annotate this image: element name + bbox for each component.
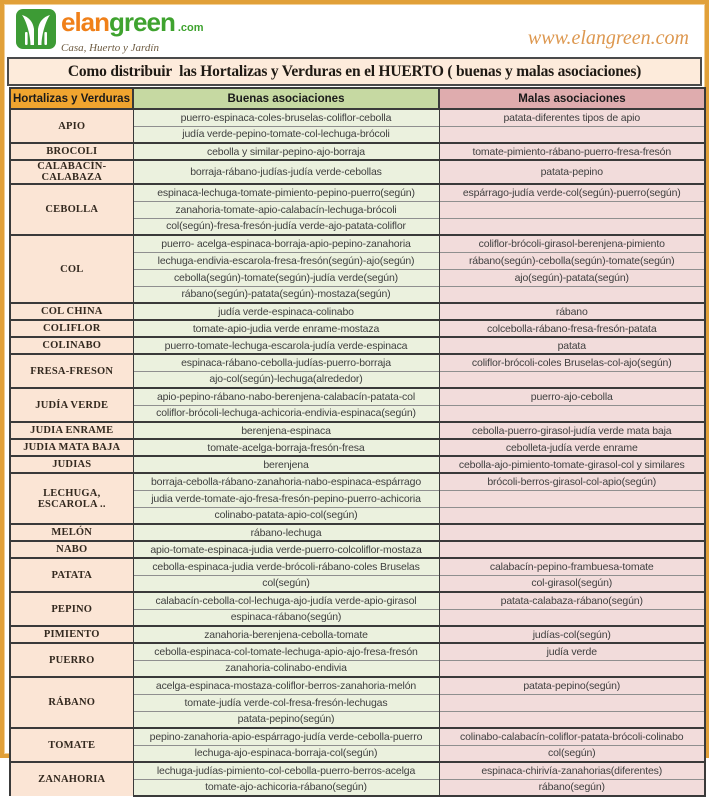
- vegetable-label: PEPINO: [10, 592, 133, 626]
- table-row: [10, 184, 705, 201]
- bad-associations-cell: [439, 609, 705, 626]
- vegetable-label: NABO: [10, 541, 133, 558]
- table-row: [10, 422, 705, 439]
- good-associations-cell: col(según): [133, 575, 439, 592]
- good-associations-cell: zanahoria-tomate-apio-calabacín-lechuga-brócoli: [133, 201, 439, 218]
- good-associations-cell: berenjena: [133, 456, 439, 473]
- good-associations-cell: ajo-col(según)-lechuga(alrededor): [133, 371, 439, 388]
- brand-green: green: [109, 7, 175, 37]
- good-associations-cell: col(según)-fresa-fresón-judía verde-ajo-patata-coliflor: [133, 218, 439, 235]
- good-associations-cell: puerro- acelga-espinaca-borraja-apio-pepino-zanahoria: [133, 235, 439, 252]
- table-row: [10, 388, 705, 405]
- bad-associations-cell: ajo(según)-patata(según): [439, 269, 705, 286]
- vegetable-label: TOMATE: [10, 728, 133, 762]
- good-associations-cell: rábano(según)-patata(según)-mostaza(según): [133, 286, 439, 303]
- table-row: [10, 762, 705, 779]
- bad-associations-cell: [439, 694, 705, 711]
- table-row: [10, 320, 705, 337]
- bad-associations-cell: espárrago-judía verde-col(según)-puerro(según): [439, 184, 705, 201]
- good-associations-cell: pepino-zanahoria-apio-espárrago-judía verde-cebolla-puerro: [133, 728, 439, 745]
- bad-associations-cell: colinabo-calabacín-coliflor-patata-brócoli-colinabo: [439, 728, 705, 745]
- good-associations-cell: tomate-acelga-borraja-fresón-fresa: [133, 439, 439, 456]
- good-associations-cell: espinaca-rábano-cebolla-judías-puerro-borraja: [133, 354, 439, 371]
- bad-associations-cell: brócoli-berros-girasol-col-apio(según): [439, 473, 705, 490]
- good-associations-cell: patata-pepino(según): [133, 711, 439, 728]
- table-row: [10, 354, 705, 371]
- header-bar: [4, 4, 705, 56]
- bad-associations-cell: [439, 541, 705, 558]
- bad-associations-cell: [439, 371, 705, 388]
- bad-associations-cell: coliflor-brócoli-coles Bruselas-col-ajo(según): [439, 354, 705, 371]
- good-associations-cell: lechuga-endivia-escarola-fresa-fresón(según)-ajo(según): [133, 252, 439, 269]
- bad-associations-cell: cebolla-puerro-girasol-judía verde mata baja: [439, 422, 705, 439]
- logo: [16, 9, 204, 54]
- bad-associations-cell: cebolleta-judía verde enrame: [439, 439, 705, 456]
- vegetable-label: COL CHINA: [10, 303, 133, 320]
- bad-associations-cell: [439, 660, 705, 677]
- good-associations-cell: apio-pepino-rábano-nabo-berenjena-calabacín-patata-col: [133, 388, 439, 405]
- table-row: [10, 439, 705, 456]
- good-associations-cell: rábano-lechuga: [133, 524, 439, 541]
- vegetable-label: RÁBANO: [10, 677, 133, 728]
- good-associations-cell: tomate-judía verde-col-fresa-fresón-lechugas: [133, 694, 439, 711]
- vegetable-label: MELÓN: [10, 524, 133, 541]
- column-header-good: Buenas asociaciones: [133, 88, 439, 109]
- good-associations-cell: judía verde-espinaca-colinabo: [133, 303, 439, 320]
- good-associations-cell: judia verde-tomate-ajo-fresa-fresón-pepino-puerro-achicoria: [133, 490, 439, 507]
- brand-elan: elan: [61, 7, 110, 37]
- vegetable-label: JUDÍA VERDE: [10, 388, 133, 422]
- bad-associations-cell: patata-calabaza-rábano(según): [439, 592, 705, 609]
- brand-tld: .com: [177, 22, 204, 34]
- good-associations-cell: espinaca-rábano(según): [133, 609, 439, 626]
- bad-associations-cell: rábano(según): [439, 779, 705, 796]
- table-row: [10, 626, 705, 643]
- table-row: [10, 541, 705, 558]
- good-associations-cell: calabacín-cebolla-col-lechuga-ajo-judía verde-apio-girasol: [133, 592, 439, 609]
- table-row: [10, 143, 705, 160]
- table-row: [10, 677, 705, 694]
- page-title: Como distribuir las Hortalizas y Verduras en el HUERTO ( buenas y malas asociaciones): [7, 57, 702, 86]
- good-associations-cell: zanahoria-colinabo-endivia: [133, 660, 439, 677]
- bad-associations-cell: puerro-ajo-cebolla: [439, 388, 705, 405]
- table-row: [10, 558, 705, 575]
- bad-associations-cell: cebolla-ajo-pimiento-tomate-girasol-col y similares: [439, 456, 705, 473]
- bad-associations-cell: col-girasol(según): [439, 575, 705, 592]
- bad-associations-cell: [439, 286, 705, 303]
- bad-associations-cell: tomate-pimiento-rábano-puerro-fresa-fresón: [439, 143, 705, 160]
- table-header-row: [10, 88, 705, 109]
- bad-associations-cell: [439, 711, 705, 728]
- table-row: [10, 728, 705, 745]
- vegetable-label: BROCOLI: [10, 143, 133, 160]
- good-associations-cell: cebolla-espinaca-judia verde-brócoli-rábano-coles Bruselas: [133, 558, 439, 575]
- good-associations-cell: tomate-ajo-achicoria-rábano(según): [133, 779, 439, 796]
- bad-associations-cell: coliflor-brócoli-girasol-berenjena-pimiento: [439, 235, 705, 252]
- good-associations-cell: espinaca-lechuga-tomate-pimiento-pepino-puerro(según): [133, 184, 439, 201]
- vegetable-label: ZANAHORIA: [10, 762, 133, 796]
- website-url: www.elangreen.com: [527, 27, 689, 49]
- bad-associations-cell: [439, 126, 705, 143]
- bad-associations-cell: patata-pepino(según): [439, 677, 705, 694]
- bad-associations-cell: [439, 218, 705, 235]
- brand-name: [61, 9, 204, 41]
- table-row: [10, 235, 705, 252]
- table-row: [10, 473, 705, 490]
- vegetable-label: PIMIENTO: [10, 626, 133, 643]
- vegetable-label: CALABACÍN-CALABAZA: [10, 160, 133, 184]
- vegetable-label: JUDIAS: [10, 456, 133, 473]
- bad-associations-cell: colcebolla-rábano-fresa-fresón-patata: [439, 320, 705, 337]
- good-associations-cell: tomate-apio-judia verde enrame-mostaza: [133, 320, 439, 337]
- bad-associations-cell: rábano(según)-cebolla(según)-tomate(según): [439, 252, 705, 269]
- table-row: [10, 643, 705, 660]
- elangreen-tree-icon: [16, 9, 56, 49]
- good-associations-cell: puerro-tomate-lechuga-escarola-judía verde-espinaca: [133, 337, 439, 354]
- bad-associations-cell: calabacín-pepino-frambuesa-tomate: [439, 558, 705, 575]
- vegetable-label: COLINABO: [10, 337, 133, 354]
- associations-table: [9, 87, 706, 797]
- table-row: [10, 303, 705, 320]
- bad-associations-cell: [439, 507, 705, 524]
- good-associations-cell: puerro-espinaca-coles-bruselas-coliflor-cebolla: [133, 109, 439, 126]
- bad-associations-cell: [439, 405, 705, 422]
- bad-associations-cell: patata: [439, 337, 705, 354]
- column-header-vegetables: Hortalizas y Verduras: [10, 88, 133, 109]
- bad-associations-cell: espinaca-chirivía-zanahorias(diferentes): [439, 762, 705, 779]
- bad-associations-cell: [439, 490, 705, 507]
- good-associations-cell: zanahoria-berenjena-cebolla-tomate: [133, 626, 439, 643]
- good-associations-cell: acelga-espinaca-mostaza-coliflor-berros-zanahoria-melón: [133, 677, 439, 694]
- bad-associations-cell: rábano: [439, 303, 705, 320]
- good-associations-cell: cebolla y similar-pepino-ajo-borraja: [133, 143, 439, 160]
- vegetable-label: PUERRO: [10, 643, 133, 677]
- good-associations-cell: lechuga-ajo-espinaca-borraja-col(según): [133, 745, 439, 762]
- vegetable-label: JUDIA MATA BAJA: [10, 439, 133, 456]
- brand-tagline: Casa, Huerto y Jardín: [61, 42, 159, 54]
- good-associations-cell: colinabo-patata-apio-col(según): [133, 507, 439, 524]
- bad-associations-cell: patata-diferentes tipos de apio: [439, 109, 705, 126]
- good-associations-cell: coliflor-brócoli-lechuga-achicoria-endivia-espinaca(según): [133, 405, 439, 422]
- logo-text: [61, 9, 204, 54]
- good-associations-cell: cebolla-espinaca-col-tomate-lechuga-apio-ajo-fresa-fresón: [133, 643, 439, 660]
- vegetable-label: COLIFLOR: [10, 320, 133, 337]
- bad-associations-cell: patata-pepino: [439, 160, 705, 184]
- good-associations-cell: berenjena-espinaca: [133, 422, 439, 439]
- bad-associations-cell: judías-col(según): [439, 626, 705, 643]
- bad-associations-cell: [439, 524, 705, 541]
- bad-associations-cell: col(según): [439, 745, 705, 762]
- good-associations-cell: apio-tomate-espinaca-judia verde-puerro-colcoliflor-mostaza: [133, 541, 439, 558]
- vegetable-label: LECHUGA, ESCAROLA ..: [10, 473, 133, 524]
- table-row: [10, 337, 705, 354]
- table-row: [10, 456, 705, 473]
- vegetable-label: CEBOLLA: [10, 184, 133, 235]
- vegetable-label: JUDIA ENRAME: [10, 422, 133, 439]
- column-header-bad: Malas asociaciones: [439, 88, 705, 109]
- good-associations-cell: cebolla(según)-tomate(según)-judía verde(según): [133, 269, 439, 286]
- bad-associations-cell: [439, 201, 705, 218]
- good-associations-cell: lechuga-judías-pimiento-col-cebolla-puerro-berros-acelga: [133, 762, 439, 779]
- table-row: [10, 109, 705, 126]
- good-associations-cell: borraja-cebolla-rábano-zanahoria-nabo-espinaca-espárrago: [133, 473, 439, 490]
- good-associations-cell: borraja-rábano-judías-judía verde-cebollas: [133, 160, 439, 184]
- table-row: [10, 160, 705, 184]
- bad-associations-cell: judía verde: [439, 643, 705, 660]
- vegetable-label: APIO: [10, 109, 133, 143]
- vegetable-label: COL: [10, 235, 133, 303]
- table-row: [10, 524, 705, 541]
- vegetable-label: FRESA-FRESON: [10, 354, 133, 388]
- table-row: [10, 592, 705, 609]
- vegetable-label: PATATA: [10, 558, 133, 592]
- good-associations-cell: judía verde-pepino-tomate-col-lechuga-brócoli: [133, 126, 439, 143]
